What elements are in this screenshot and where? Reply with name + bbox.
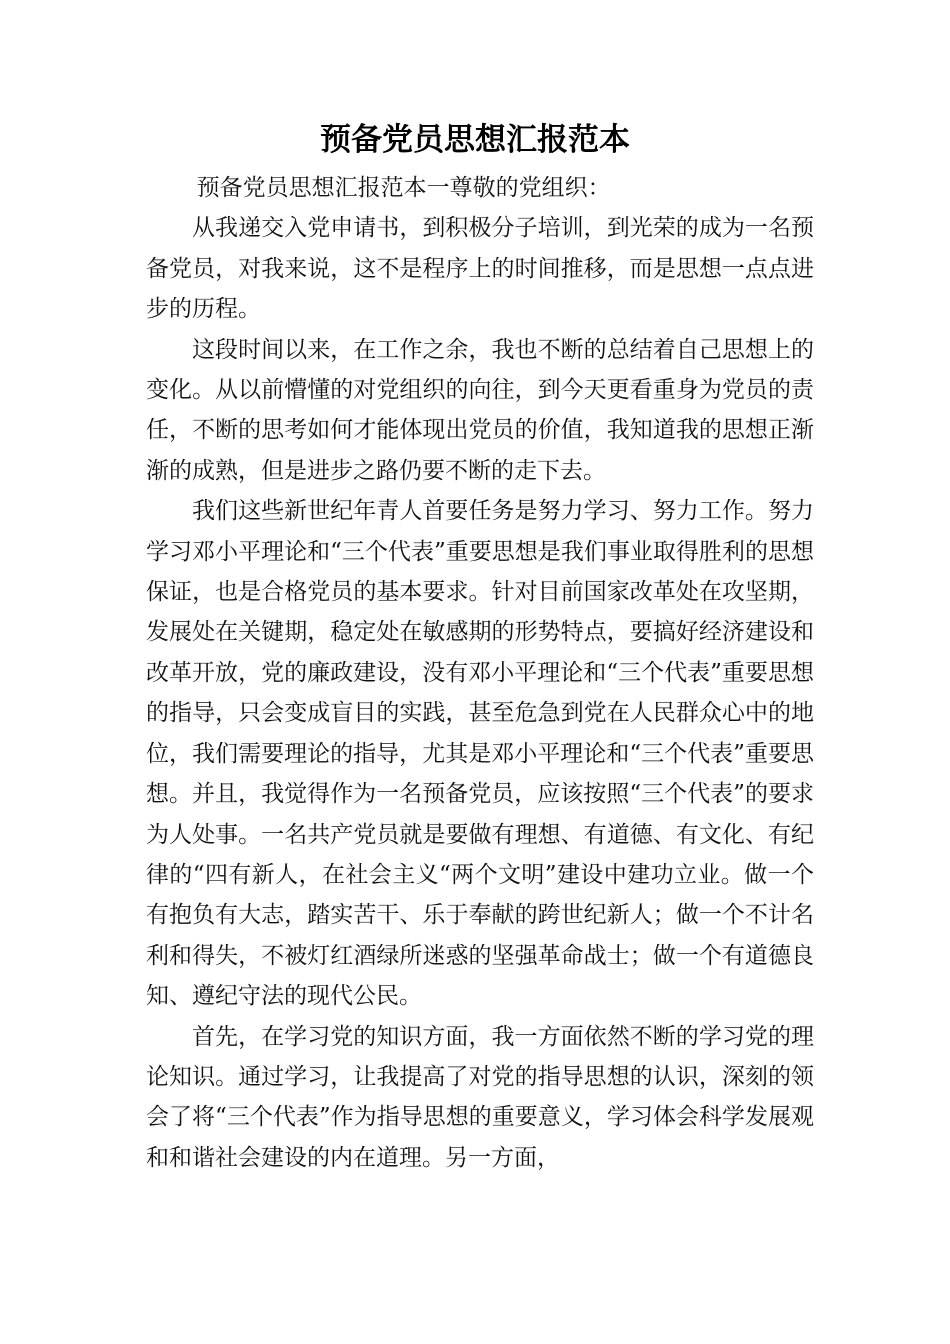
paragraph-3: 我们这些新世纪年青人首要任务是努力学习、努力工作。努力学习邓小平理论和“三个代表”重要思想是我们事业取得胜利的思想保证，也是合格党员的基本要求。针对目前国家改革处在攻坚期，发展处在关键期，稳定处在敏感期的形势特点，要搞好经济建设和改革开放，党的廉政建设，没有邓小平理论和“三个代表”重要思想的指导，只会变成盲目的实践，甚至危急到党在人民群众心中的地位，我们需要理论的指导，尤其是邓小平理论和“三个代表”重要思想。并且，我觉得作为一名预备党员，应该按照“三个代表”的要求为人处事。一名共产党员就是要做有理想、有道德、有文化、有纪律的“四有新人，在社会主义“两个文明”建设中建功立业。做一个有抱负有大志，踏实苦干、乐于奉献的跨世纪新人；做一个不计名利和得失，不被灯红酒绿所迷惑的坚强革命战士；做一个有道德良知、遵纪守法的现代公民。 — [146, 498, 814, 1010]
paragraph-1: 从我递交入党申请书，到积极分子培训，到光荣的成为一名预备党员，对我来说，这不是程序上的时间推移，而是思想一点点进步的历程。 — [146, 215, 814, 323]
document-body — [146, 168, 814, 1178]
paragraph-salutation: 预备党员思想汇报范本一尊敬的党组织： — [196, 175, 611, 201]
paragraph-2: 这段时间以来，在工作之余，我也不断的总结着自己思想上的变化。从以前懵懂的对党组织的向往，到今天更看重身为党员的责任，不断的思考如何才能体现出党员的价值，我知道我的思想正渐渐的成熟，但是进步之路仍要不断的走下去。 — [146, 336, 814, 484]
document-title: 预备党员思想汇报范本 — [320, 122, 630, 158]
paragraph-4: 首先，在学习党的知识方面，我一方面依然不断的学习党的理论知识。通过学习，让我提高了对党的指导思想的认识，深刻的领会了将“三个代表”作为指导思想的重要意义，学习体会科学发展观和和谐社会建设的内在道理。另一方面， — [146, 1023, 814, 1171]
